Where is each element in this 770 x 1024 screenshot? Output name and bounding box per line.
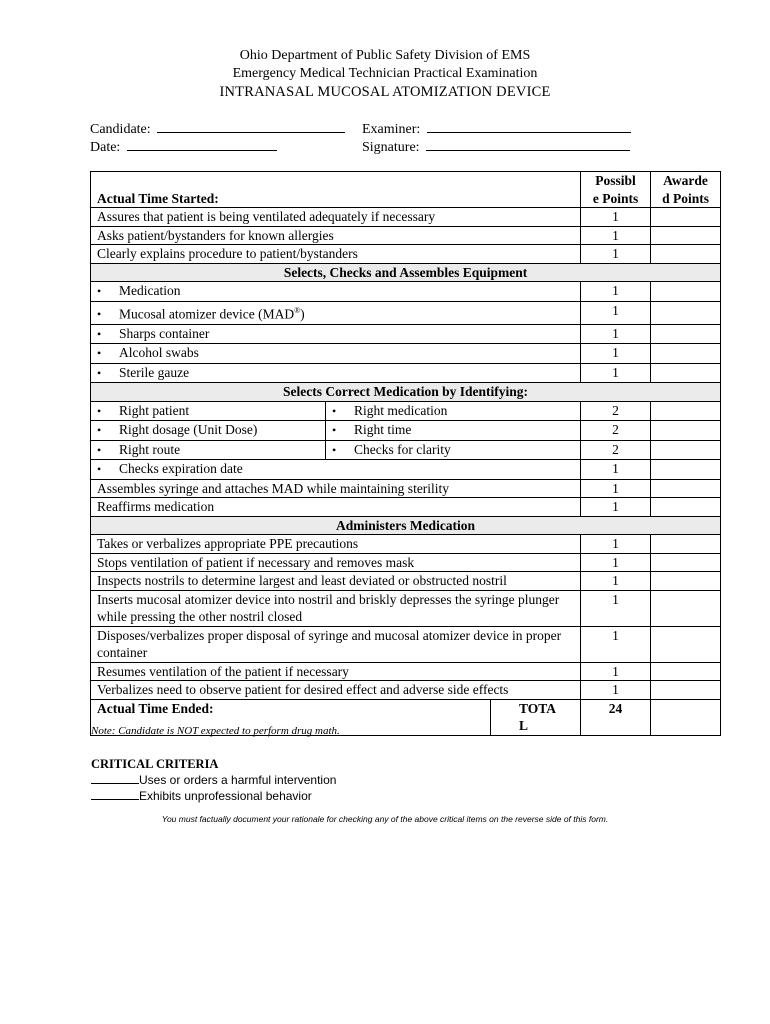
possible-points: 1 (581, 301, 651, 324)
step-text: Right time (354, 422, 412, 437)
table-row (91, 498, 721, 517)
examiner-field[interactable] (362, 119, 631, 139)
awarded-points-cell[interactable] (651, 226, 721, 245)
date-line[interactable] (127, 137, 277, 151)
step-text: Medication (119, 283, 181, 298)
possible-points: 2 (581, 401, 651, 421)
critical-item (91, 772, 336, 788)
awarded-points-cell[interactable] (651, 324, 721, 344)
signature-line[interactable] (426, 137, 630, 151)
possible-points: 1 (581, 226, 651, 245)
bullet-icon: • (332, 403, 337, 418)
possible-points: 1 (581, 572, 651, 591)
table-row (91, 572, 721, 591)
time-ended-label: Actual Time Ended: (97, 700, 214, 716)
bullet-icon: • (332, 442, 337, 457)
table-row (91, 590, 721, 626)
table-row (91, 301, 721, 324)
awarded-points-cell[interactable] (651, 681, 721, 700)
step-text: Sharps container (119, 325, 210, 341)
awarded-points-cell[interactable] (651, 363, 721, 383)
step-text: Assures that patient is being ventilated adequately if necessary (91, 208, 581, 227)
bullet-icon: • (97, 462, 102, 476)
table-row (91, 245, 721, 264)
table-row (91, 479, 721, 498)
possible-points: 1 (581, 590, 651, 626)
section-administer-title: Administers Medication (91, 516, 721, 535)
table-row (91, 226, 721, 245)
possible-points: 1 (581, 245, 651, 264)
total-awarded-points-cell[interactable] (651, 699, 721, 735)
step-text: Right patient (119, 402, 190, 418)
step-text: Right dosage (Unit Dose) (119, 422, 258, 437)
critical-criteria-title: CRITICAL CRITERIA (91, 757, 219, 771)
awarded-points-header-l1: Awarde (663, 173, 708, 188)
bullet-icon: • (97, 423, 102, 437)
step-text: Reaffirms medication (91, 498, 581, 517)
possible-points: 2 (581, 440, 651, 460)
possible-points: 1 (581, 626, 651, 662)
awarded-points-cell[interactable] (651, 245, 721, 264)
step-text: Verbalizes need to observe patient for desired effect and adverse side effects (91, 681, 581, 700)
bullet-icon: • (97, 442, 102, 457)
possible-points: 1 (581, 363, 651, 383)
section-equipment-title: Selects, Checks and Assembles Equipment (91, 263, 721, 282)
step-text-close: ) (300, 306, 305, 321)
table-row (91, 662, 721, 681)
document-header (0, 47, 770, 101)
step-text: Asks patient/bystanders for known allergies (91, 226, 581, 245)
awarded-points-cell[interactable] (651, 590, 721, 626)
awarded-points-cell[interactable] (651, 421, 721, 441)
total-label (491, 699, 581, 735)
critical-item-text: Uses or orders a harmful intervention (139, 773, 337, 787)
possible-points: 1 (581, 535, 651, 554)
section-header-row (91, 263, 721, 282)
awarded-points-cell[interactable] (651, 662, 721, 681)
table-row (91, 460, 721, 480)
awarded-points-cell[interactable] (651, 479, 721, 498)
signature-label: Signature: (362, 140, 420, 155)
possible-points: 1 (581, 553, 651, 572)
table-row (91, 324, 721, 344)
time-started-label: Actual Time Started: (97, 190, 219, 206)
awarded-points-cell[interactable] (651, 553, 721, 572)
table-row (91, 363, 721, 383)
step-text: Clearly explains procedure to patient/bystanders (91, 245, 581, 264)
table-row (91, 626, 721, 662)
awarded-points-cell[interactable] (651, 401, 721, 421)
possible-points: 1 (581, 460, 651, 480)
bullet-icon: • (97, 284, 102, 298)
bullet-icon: • (97, 346, 102, 360)
awarded-points-cell[interactable] (651, 498, 721, 517)
examiner-line[interactable] (427, 119, 631, 133)
table-row (91, 208, 721, 227)
table-row (91, 553, 721, 572)
total-label-l1: TOTA (519, 700, 557, 716)
possible-points: 1 (581, 479, 651, 498)
footer-instruction: You must factually document your rationale for checking any of the above critical items on the reverse side of this form. (161, 814, 609, 824)
bullet-icon: • (97, 403, 102, 418)
possible-points-header (581, 172, 651, 208)
step-text: Stops ventilation of patient if necessary and removes mask (91, 553, 581, 572)
critical-item-text: Exhibits unprofessional behavior (139, 789, 312, 803)
possible-points-header-l1: Possibl (595, 173, 636, 188)
total-possible-points: 24 (581, 699, 651, 735)
possible-points: 1 (581, 208, 651, 227)
step-text: Checks for clarity (354, 441, 451, 457)
step-text: Sterile gauze (119, 364, 190, 380)
step-text: Inspects nostrils to determine largest and least deviated or obstructed nostril (91, 572, 581, 591)
possible-points: 1 (581, 662, 651, 681)
table-row (91, 681, 721, 700)
possible-points: 1 (581, 324, 651, 344)
section-identify-title: Selects Correct Medication by Identifying: (91, 383, 721, 402)
awarded-points-cell[interactable] (651, 460, 721, 480)
section-header-row (91, 516, 721, 535)
registered-mark: ® (294, 305, 301, 315)
section-header-row (91, 383, 721, 402)
candidate-line[interactable] (157, 119, 345, 133)
awarded-points-cell[interactable] (651, 440, 721, 460)
step-text: Assembles syringe and attaches MAD while maintaining sterility (91, 479, 581, 498)
total-label-l2: L (519, 718, 529, 733)
table-row (91, 282, 721, 302)
table-row (91, 401, 721, 421)
awarded-points-cell[interactable] (651, 301, 721, 324)
skill-sheet-table (90, 171, 721, 736)
awarded-points-cell[interactable] (651, 626, 721, 662)
step-text: Resumes ventilation of the patient if necessary (91, 662, 581, 681)
candidate-label: Candidate: (90, 122, 151, 137)
critical-checkbox-line[interactable] (91, 772, 139, 784)
critical-checkbox-line[interactable] (91, 788, 139, 800)
possible-points: 1 (581, 498, 651, 517)
table-row (91, 344, 721, 364)
step-text: Takes or verbalizes appropriate PPE precautions (91, 535, 581, 554)
possible-points: 2 (581, 421, 651, 441)
signature-field[interactable] (362, 137, 630, 157)
bullet-icon: • (97, 365, 102, 380)
awarded-points-cell[interactable] (651, 344, 721, 364)
step-text: Checks expiration date (119, 461, 243, 476)
step-text: Right medication (354, 402, 448, 418)
table-row (91, 535, 721, 554)
form-title: INTRANASAL MUCOSAL ATOMIZATION DEVICE (219, 84, 551, 100)
critical-item (91, 788, 336, 804)
bullet-icon: • (97, 307, 102, 321)
time-started-cell[interactable] (91, 172, 581, 208)
candidate-field[interactable] (90, 119, 345, 139)
step-text: Mucosal atomizer device (MAD (119, 306, 295, 321)
possible-points: 1 (581, 681, 651, 700)
possible-points: 1 (581, 344, 651, 364)
table-row (91, 421, 721, 441)
awarded-points-header-l2: d Points (662, 190, 709, 206)
bullet-icon: • (332, 423, 337, 437)
header-line-2: Emergency Medical Technician Practical Examination (232, 66, 538, 81)
awarded-points-cell[interactable] (651, 535, 721, 554)
drug-math-note: Note: Candidate is NOT expected to perform drug math. (91, 725, 340, 737)
date-field[interactable] (90, 137, 277, 157)
table-header-row (91, 172, 721, 208)
examiner-label: Examiner: (362, 122, 421, 137)
step-text: Inserts mucosal atomizer device into nostril and briskly depresses the syringe plunger while pressing the other nostril closed (91, 590, 581, 626)
header-line-1: Ohio Department of Public Safety Division of EMS (239, 48, 531, 63)
step-text: Disposes/verbalizes proper disposal of syringe and mucosal atomizer device in proper container (91, 626, 581, 662)
bullet-icon: • (97, 326, 102, 341)
step-text: Alcohol swabs (119, 345, 199, 360)
awarded-points-cell[interactable] (651, 282, 721, 302)
awarded-points-cell[interactable] (651, 572, 721, 591)
possible-points: 1 (581, 282, 651, 302)
awarded-points-header (651, 172, 721, 208)
date-label: Date: (90, 140, 121, 155)
awarded-points-cell[interactable] (651, 208, 721, 227)
critical-criteria (91, 757, 336, 804)
table-row (91, 440, 721, 460)
step-text: Right route (119, 441, 181, 457)
possible-points-header-l2: e Points (592, 190, 639, 206)
